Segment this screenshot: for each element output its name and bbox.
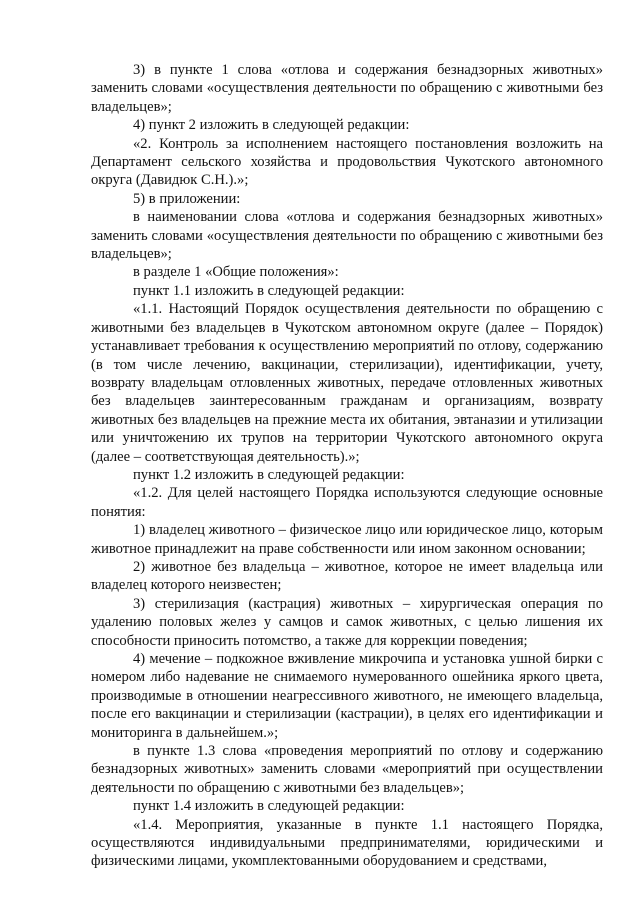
definition-item-4: 4) мечение – подкожное вживление микрочипа и установка ушной бирки с номером либо надевание не снимаемого нумерованного ошейника яркого цвета, производимые в отношении неагрессивного животного, не имеющего владельца, после его вакцинации и стерилизации (кастрации), в целях его идентификации и мониторинга в дальнейшем.»; xyxy=(91,651,603,741)
paragraph-item-5: 5) в приложении: xyxy=(133,190,241,207)
definition-item-2: 2) животное без владельца – животное, которое не имеет владельца или владелец которого неизвестен; xyxy=(91,558,603,594)
paragraph-item-4: 4) пункт 2 изложить в следующей редакции: xyxy=(133,117,410,134)
paragraph-section-1: в разделе 1 «Общие положения»: xyxy=(133,264,339,281)
paragraph-item-3: 3) в пункте 1 слова «отлова и содержания безнадзорных животных» заменить словами «осуществления деятельности по обращению с животными без владельцев»; xyxy=(91,62,603,115)
document-page xyxy=(91,61,603,871)
paragraph-title-change: в наименовании слова «отлова и содержания безнадзорных животных» заменить словами «осуществления деятельности по обращению с животными без владельцев»; xyxy=(91,209,603,263)
quoted-paragraph-1-1: «1.1. Настоящий Порядок осуществления деятельности по обращению с животными без владельцев в Чукотском автономном округе (далее – Порядок) устанавливает требования к осуществлению мероприятий по отлову, содержанию (в том числе лечению, вакцинации, стерилизации), идентификации, учету, возврату владельцам отловленных животных, передаче отловленных животных без владельцев заинтересованным гражданам и организациям, возврату животных без владельцев на прежние места их обитания, эвтаназии и утилизации или уничтожению их трупов на территории Чукотского автономного округа (далее – соответствующая деятельность).»; xyxy=(91,301,603,465)
quoted-paragraph-1-2: «1.2. Для целей настоящего Порядка используются следующие основные понятия: xyxy=(91,485,603,520)
quoted-paragraph-2: «2. Контроль за исполнением настоящего постановления возложить на Департамент сельского хозяйства и продовольствия Чукотского автономного округа (Давидюк С.Н.).»; xyxy=(91,135,603,189)
definition-item-1: 1) владелец животного – физическое лицо или юридическое лицо, которым животное принадлежит на праве собственности или ином законном основании; xyxy=(91,522,603,557)
paragraph-point-1-2-intro: пункт 1.2 изложить в следующей редакции: xyxy=(133,466,405,483)
paragraph-point-1-1-intro: пункт 1.1 изложить в следующей редакции: xyxy=(133,282,405,299)
quoted-paragraph-1-4: «1.4. Мероприятия, указанные в пункте 1.1 настоящего Порядка, осуществляются индивидуальными предпринимателями, юридическими и физическими лицами, укомплектованными оборудованием и средствами, xyxy=(91,816,603,870)
paragraph-point-1-4-intro: пункт 1.4 изложить в следующей редакции: xyxy=(133,798,405,815)
paragraph-point-1-3: в пункте 1.3 слова «проведения мероприятий по отлову и содержанию безнадзорных животных» заменить словами «мероприятий при осуществлении деятельности по обращению с животными без владельцев»; xyxy=(91,743,603,796)
definition-item-3: 3) стерилизация (кастрация) животных – хирургическая операция по удалению половых желез у самцов и самок животных, с целью лишения их способности приносить потомство, а также для коррекции поведения; xyxy=(91,595,603,649)
